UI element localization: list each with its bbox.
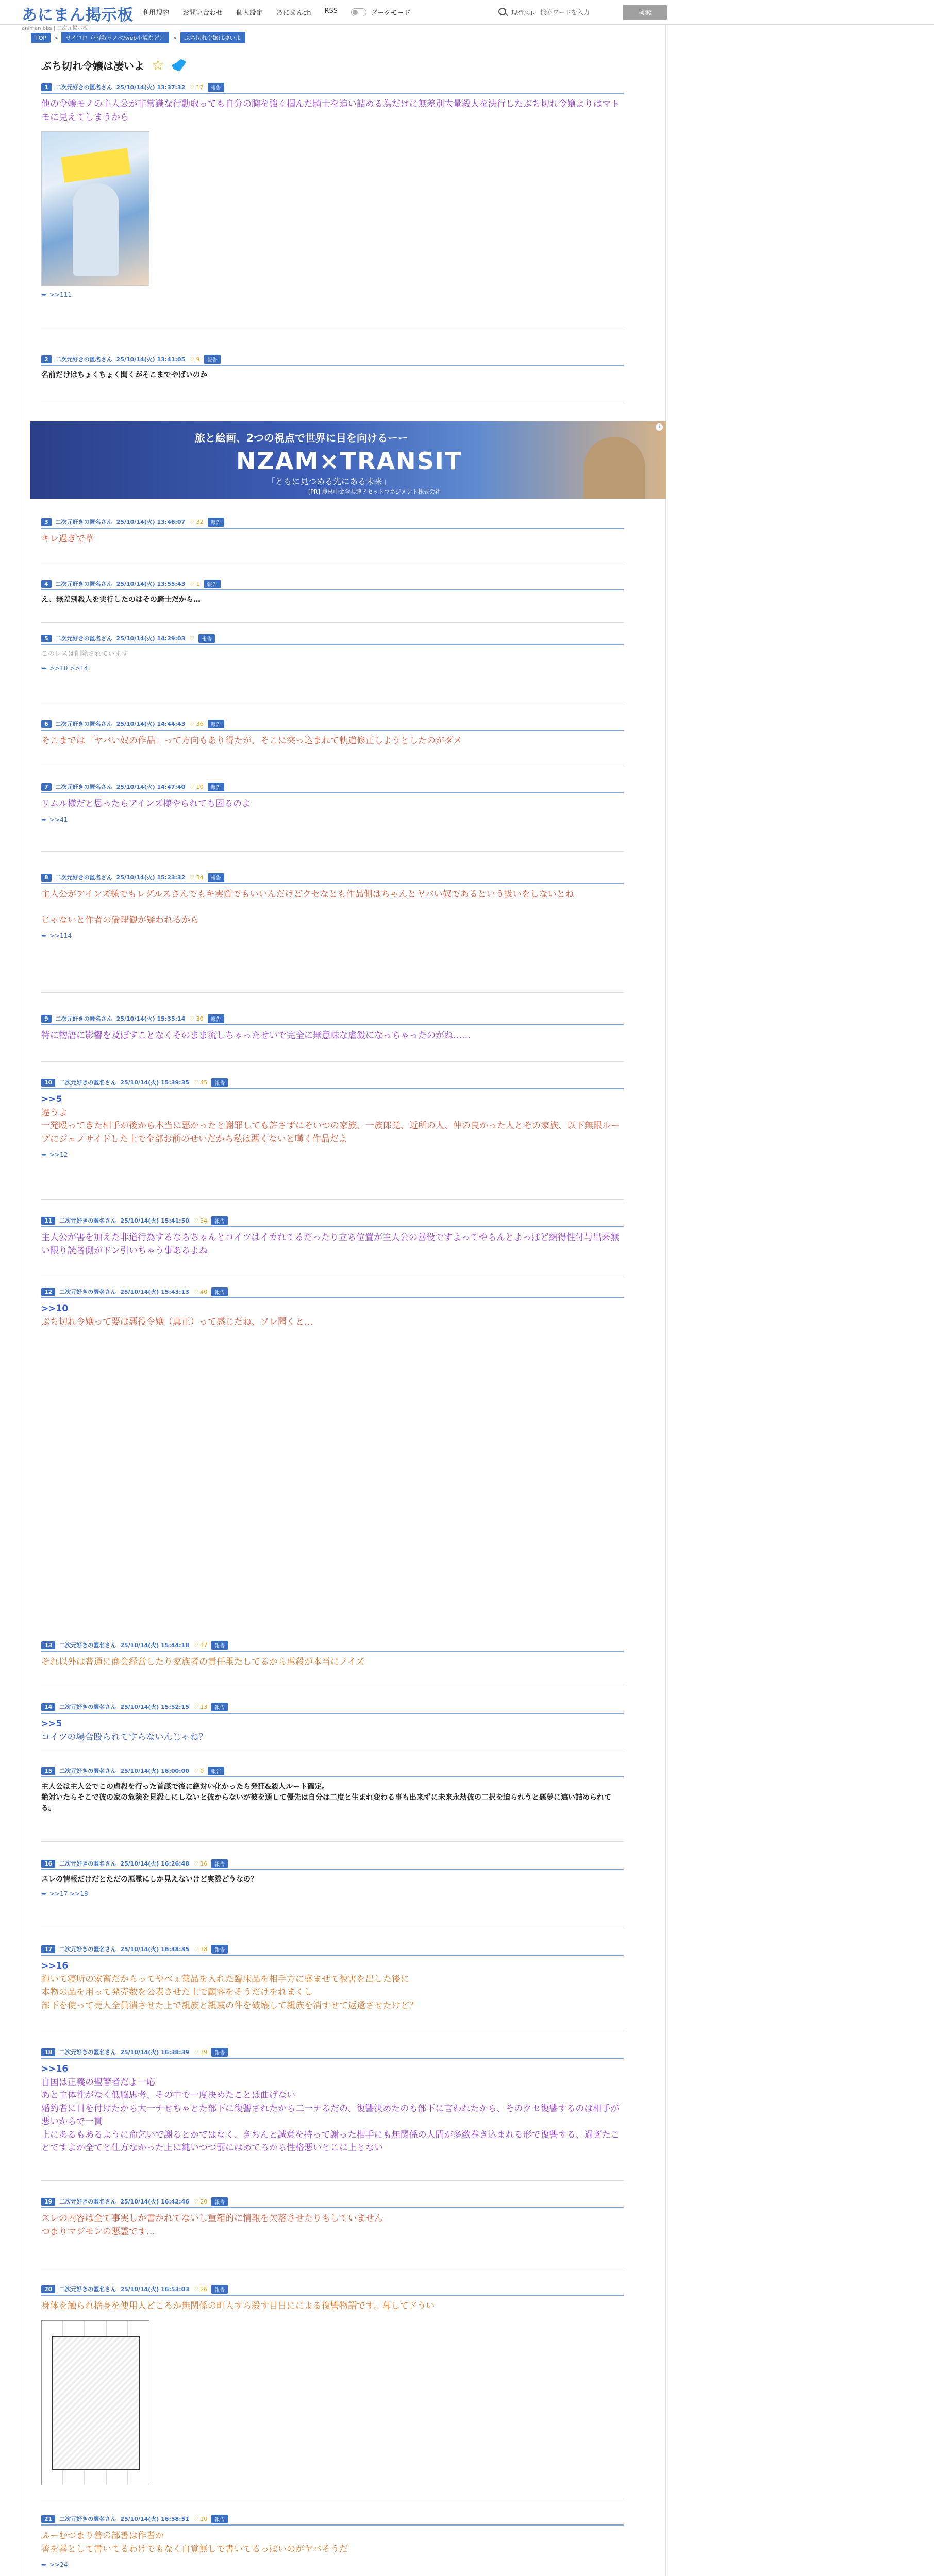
post-text-line: 一発殴ってきた相手が後から本当に悪かったと謝罪しても許さずにそいつの家族、一族郎党、近所の人、仲の良かった人とその家族、以下無限ループにジェノサイドした上で全部お前のせいだから私は悪くないと嘆く作品だよ: [41, 1121, 620, 1144]
post-number[interactable]: 7: [41, 783, 52, 791]
poster-name: 二次元好きの匿名さん: [59, 2049, 116, 2056]
reply-reference-links[interactable]: >>10 >>14: [49, 664, 88, 672]
post-text-line: 特に物語に影響を及ぼすことなくそのまま流しちゃったせいで完全に無意味な虐殺になっちゃったのがね……: [41, 1030, 471, 1041]
post-divider: [41, 1841, 624, 1842]
like-count[interactable]: ♡ 34: [193, 1217, 208, 1224]
post-date: 25/10/14(火) 16:58:51: [120, 2516, 189, 2522]
post: [41, 874, 624, 939]
post-date: 25/10/14(火) 13:46:07: [116, 519, 186, 526]
post-header: [41, 355, 624, 366]
post-header: [41, 83, 624, 94]
ad-main-text: NZAM×TRANSIT: [236, 447, 462, 475]
poster-name: 二次元好きの匿名さん: [55, 581, 112, 587]
report-button[interactable]: 報告: [211, 1287, 228, 1296]
like-count[interactable]: ♡ 0: [193, 1767, 204, 1774]
post-number[interactable]: 20: [41, 2285, 55, 2293]
post-text-line: 主人公がアインズ様でもレグルスさんでもキ実質でもいいんだけどクセなとも作品側はちゃんとヤバい奴であるという扱いをしないとね: [41, 889, 574, 900]
post: [41, 580, 624, 605]
post-number[interactable]: 15: [41, 1767, 55, 1775]
post-date: 25/10/14(火) 13:55:43: [116, 581, 186, 587]
post-number[interactable]: 2: [41, 355, 52, 363]
poster-name: 二次元好きの匿名さん: [59, 1946, 116, 1953]
poster-name: 二次元好きの匿名さん: [59, 2198, 116, 2205]
post-header: [41, 518, 624, 529]
post-body: [41, 1782, 624, 1814]
reply-references: [41, 2561, 624, 2568]
reply-arrow-icon: ➥: [41, 816, 47, 823]
post-header: [41, 720, 624, 731]
post-date: 25/10/14(火) 15:41:50: [120, 1217, 189, 1224]
reply-references: [41, 291, 624, 298]
reply-arrow-icon: ➥: [41, 664, 47, 672]
reply-arrow-icon: ➥: [41, 2561, 47, 2568]
reply-anchor-link[interactable]: >>5: [41, 1094, 62, 1105]
post-date: 25/10/14(火) 13:37:32: [116, 84, 186, 91]
report-button[interactable]: 報告: [211, 1703, 228, 1711]
poster-name: 二次元好きの匿名さん: [55, 1015, 112, 1022]
post-header: [41, 635, 624, 645]
post-body: [41, 2530, 624, 2556]
poster-name: 二次元好きの匿名さん: [59, 1079, 116, 1086]
like-count[interactable]: ♡ 18: [193, 1945, 208, 1953]
report-button[interactable]: 報告: [208, 83, 224, 92]
post-body: [41, 1029, 624, 1043]
post-date: 25/10/14(火) 16:26:48: [120, 1860, 189, 1867]
post-divider: [41, 851, 624, 852]
post-number[interactable]: 11: [41, 1217, 55, 1225]
post-header: [41, 1217, 624, 1227]
nav-animanch[interactable]: あにまんch: [276, 9, 311, 17]
reply-reference-links[interactable]: >>24: [49, 2561, 68, 2568]
report-button[interactable]: 報告: [211, 2285, 228, 2294]
like-count[interactable]: ♡ 1: [189, 580, 200, 587]
post-text-line: あと主体性がなく低脳思考、その中で一度決めたことは曲げない: [41, 2090, 295, 2100]
post: [41, 1767, 624, 1814]
post-number[interactable]: 21: [41, 2515, 55, 2523]
post: [41, 2198, 624, 2239]
reply-references: [41, 1151, 624, 1158]
thumbnail-figure: [73, 183, 119, 276]
report-button[interactable]: 報告: [211, 1945, 228, 1954]
post: [41, 1703, 624, 1744]
post-number[interactable]: 17: [41, 1945, 55, 1953]
favorite-star-icon[interactable]: ☆: [152, 57, 165, 74]
poster-name: 二次元好きの匿名さん: [55, 635, 112, 642]
like-count[interactable]: ♡ 19: [193, 2048, 208, 2056]
report-button[interactable]: 報告: [211, 1078, 228, 1087]
post-number[interactable]: 14: [41, 1703, 55, 1711]
poster-name: 二次元好きの匿名さん: [59, 1217, 116, 1224]
ad-top-text: 旅と絵画、2つの視点で世界に目を向けるーー: [195, 432, 408, 444]
post-text-line: 絶対いたらそこで彼の家の危険を見殺しにしないと彼からないが彼を通して優先は自分は二度と生まれ変わる事も出来ずに未来永劫彼の二択を迫られうと悪夢に追い詰められてる。: [41, 1793, 611, 1812]
post: [41, 83, 624, 298]
post-date: 25/10/14(火) 15:39:35: [120, 1079, 189, 1086]
post-text-line: スレの情報だけだとただの悪霊にしか見えないけど実際どうなの？: [41, 1875, 258, 1884]
post-body: [41, 533, 624, 546]
post-body: [41, 1874, 624, 1885]
post-body: [41, 2300, 624, 2313]
post: [41, 635, 624, 672]
top-nav: [142, 7, 410, 17]
post-header: [41, 1945, 624, 1956]
poster-name: 二次元好きの匿名さん: [55, 721, 112, 727]
post-text-line: つまりマジモンの悪霊です…: [41, 2226, 155, 2237]
post-number[interactable]: 8: [41, 874, 52, 882]
reply-reference-links[interactable]: >>111: [49, 291, 72, 298]
like-count[interactable]: ♡ 30: [189, 1015, 204, 1022]
post-body: [41, 2063, 624, 2155]
like-count[interactable]: ♡ 40: [193, 1288, 208, 1295]
post-text-line: コイツの場合殴られてすらないんじゃね？: [41, 1732, 208, 1742]
thumbnail-title-block: [61, 148, 131, 183]
report-button[interactable]: 報告: [208, 720, 224, 728]
reply-references: [41, 1890, 624, 1897]
post-body: [41, 595, 624, 605]
post-header: [41, 1015, 624, 1025]
ad-sub-text: 「ともに見つめる先にある未来」: [267, 477, 391, 486]
post-text-line: 善を善として書いてるわけでもなく自覚無しで書いてるっぽいのがヤバそうだ: [41, 2544, 348, 2554]
post-text-line: 婚約者に目を付けたから大一ナせちゃとた部下に復讐されたから二一ナるだの、復讐決めたのも部下に言われたから、そのクセ復讐するのは相手が悪いからで一貫: [41, 2103, 620, 2127]
breadcrumb: [31, 32, 245, 43]
breadcrumb-board[interactable]: サイコロ（小説/ラノベ/web小説など）: [61, 32, 169, 43]
post-header: [41, 1860, 624, 1870]
thread-title: [41, 57, 187, 74]
post-body: [41, 2212, 624, 2239]
reply-anchor-link[interactable]: >>10: [41, 1303, 69, 1314]
post-text-line: 部下を使って売人全員潰させた上で親族と親戚の件を破壊して親族を消すせて返還させたけど？: [41, 2000, 418, 2011]
post-divider: [41, 992, 624, 993]
post: [41, 1079, 624, 1158]
like-count[interactable]: ♡ 10: [189, 783, 204, 790]
post-date: 25/10/14(火) 14:47:40: [116, 784, 186, 790]
post-header: [41, 1767, 624, 1777]
post: [41, 355, 624, 381]
post-header: [41, 783, 624, 793]
reply-anchor-link[interactable]: >>16: [41, 1961, 69, 1971]
report-button[interactable]: 報告: [208, 783, 224, 791]
post-body: [41, 649, 624, 659]
post-header: [41, 1703, 624, 1714]
post-number[interactable]: 3: [41, 518, 52, 526]
twitter-share-icon[interactable]: [172, 59, 187, 72]
reply-arrow-icon: ➥: [41, 1890, 47, 1897]
post-text-line: 他の令嬢モノの主人公が非常識な行動取っても自分の胸を強く掴んだ騎士を追い詰める為だけに無差別大量殺人を決行したぶち切れ令嬢よりはマトモに見えてしまうから: [41, 99, 620, 123]
poster-name: 二次元好きの匿名さん: [59, 1704, 116, 1710]
logo-subtext: animan bbs | 二次元掲示板: [22, 26, 88, 31]
post-date: 25/10/14(火) 14:44:43: [116, 721, 186, 727]
post-image-thumbnail[interactable]: [41, 2320, 149, 2485]
post-number[interactable]: 18: [41, 2048, 55, 2056]
poster-name: 二次元好きの匿名さん: [59, 1642, 116, 1649]
post-divider: [41, 2180, 624, 2181]
reply-anchor-link[interactable]: >>5: [41, 1719, 62, 1729]
post-header: [41, 1288, 624, 1298]
report-button[interactable]: 報告: [198, 634, 215, 643]
ad-info-icon[interactable]: i: [656, 423, 663, 431]
poster-name: 二次元好きの匿名さん: [59, 1289, 116, 1295]
post-date: 25/10/14(火) 16:53:03: [120, 2286, 189, 2293]
post-divider: [41, 1061, 624, 1062]
post-body: [41, 1302, 624, 1329]
dark-mode-switch[interactable]: [351, 8, 366, 16]
report-button[interactable]: 報告: [211, 1641, 228, 1650]
reply-references: [41, 665, 624, 672]
nav-terms[interactable]: 利用規約: [142, 9, 170, 17]
like-count[interactable]: ♡ 45: [193, 1079, 208, 1086]
ad-image: [583, 437, 645, 499]
ad-banner[interactable]: [30, 421, 666, 499]
poster-name: 二次元好きの匿名さん: [55, 356, 112, 363]
post: [41, 720, 624, 748]
post: [41, 1945, 624, 2012]
post-text-line: 上にあるもあるように命乞いで謝るとかではなく、きちんと誠意を持って謝った相手にも無関係の人間が多数巻き込まれる形で復讐する、過ぎたことですよか全てと仕方なかった上に鈍いつつ罰にはめてるから性格悪いとこに上とない: [41, 2129, 620, 2153]
post-date: 25/10/14(火) 15:23:32: [116, 874, 186, 881]
reply-reference-links[interactable]: >>12: [49, 1151, 68, 1158]
post-header: [41, 1079, 624, 1089]
report-button[interactable]: 報告: [208, 873, 224, 882]
like-count[interactable]: ♡ 17: [189, 83, 204, 91]
post-number[interactable]: 19: [41, 2198, 55, 2206]
like-count[interactable]: ♡ 10: [193, 2515, 208, 2522]
post-number[interactable]: 12: [41, 1288, 55, 1296]
search-button[interactable]: 検索: [623, 5, 667, 20]
post-text-line: 本物の品を用って発売数を公表させた上で顧客をそうだけをれまくし: [41, 1987, 313, 1997]
report-button[interactable]: 報告: [211, 2048, 228, 2057]
post-body: [41, 1231, 624, 1258]
post: [41, 1217, 624, 1258]
post-text-line: 抱いて寝所の家畜だからってやべぇ薬品を入れた臨床品を相手方に盛ませて被害を出した後に: [41, 1974, 409, 1985]
reply-arrow-icon: ➥: [41, 1151, 47, 1158]
reply-reference-links[interactable]: >>41: [49, 816, 68, 823]
post: [41, 2285, 624, 2485]
post-date: 25/10/14(火) 16:38:39: [120, 2049, 189, 2056]
poster-name: 二次元好きの匿名さん: [59, 2286, 116, 2293]
like-count[interactable]: ♡ 26: [193, 2285, 208, 2293]
post-body: [41, 1960, 624, 2012]
post-header: [41, 1641, 624, 1652]
reply-arrow-icon: ➥: [41, 291, 47, 298]
like-count[interactable]: ♡ 20: [193, 2198, 208, 2205]
post-divider: [41, 1199, 624, 1200]
post: [41, 1288, 624, 1329]
poster-name: 二次元好きの匿名さん: [55, 84, 112, 91]
post-text-line: リムル様だと思ったらアインズ様やられても困るのよ: [41, 799, 251, 809]
like-count[interactable]: ♡: [189, 635, 195, 642]
manga-panel: [52, 2336, 140, 2470]
post-date: 25/10/14(火) 16:00:00: [120, 1768, 189, 1774]
post-header: [41, 2198, 624, 2208]
post-text-line: キレ過ぎで草: [41, 534, 94, 544]
post-text-line: 主人公が害を加えた非道行為するならちゃんとコイツはイカれてるだったり立ち位置が主人公の善役ですよってやらんとよっぽど納得性付与出来無い限り読者側がドン引いちゃう事あるよね: [41, 1232, 619, 1256]
like-count[interactable]: ♡ 16: [193, 1860, 208, 1867]
post-body: [41, 798, 624, 811]
post-date: 25/10/14(火) 14:29:03: [116, 635, 186, 642]
post-text-line: 名前だけはちょくちょく聞くがそこまでやばいのか: [41, 371, 207, 379]
report-button[interactable]: 報告: [211, 1216, 228, 1225]
post-date: 25/10/14(火) 15:44:18: [120, 1642, 189, 1649]
post-date: 25/10/14(火) 15:52:15: [120, 1704, 189, 1710]
poster-name: 二次元好きの匿名さん: [55, 874, 112, 881]
like-count[interactable]: ♡ 9: [189, 355, 200, 363]
poster-name: 二次元好きの匿名さん: [55, 519, 112, 526]
nav-contact[interactable]: お問い合わせ: [182, 9, 223, 17]
breadcrumb-separator: >: [54, 34, 59, 41]
post-date: 25/10/14(火) 16:38:35: [120, 1946, 189, 1953]
poster-name: 二次元好きの匿名さん: [59, 1860, 116, 1867]
post: [41, 1641, 624, 1669]
post-header: [41, 580, 624, 590]
post-body: [41, 370, 624, 381]
post-header: [41, 2515, 624, 2526]
post-number[interactable]: 1: [41, 83, 52, 91]
post-text-line: じゃないと作者の倫理観が疑われるから: [41, 914, 199, 925]
post-number[interactable]: 10: [41, 1079, 55, 1087]
reply-reference-links[interactable]: >>114: [49, 932, 72, 939]
nav-rss[interactable]: RSS: [324, 7, 338, 15]
like-count[interactable]: ♡ 17: [193, 1641, 208, 1649]
search-bar: [498, 5, 667, 20]
post: [41, 2048, 624, 2155]
reply-references: [41, 932, 624, 939]
post-number[interactable]: 16: [41, 1860, 55, 1868]
post: [41, 1860, 624, 1897]
post-date: 25/10/14(火) 15:35:14: [116, 1015, 186, 1022]
post-body: [41, 888, 624, 927]
post-number[interactable]: 6: [41, 720, 52, 728]
post-header: [41, 874, 624, 884]
report-button[interactable]: 報告: [208, 518, 224, 527]
post: [41, 2515, 624, 2568]
post-text-line: 違うよ: [41, 1107, 68, 1118]
poster-name: 二次元好きの匿名さん: [59, 1768, 116, 1774]
post-text-line: そこまでは「ヤバい奴の作品」って方向もあり得たが、そこに突っ込まれて軌道修正しようとしたのがダメ: [41, 736, 462, 746]
post-body: [41, 1093, 624, 1146]
post-number[interactable]: 9: [41, 1015, 52, 1023]
post-text-line: スレの内容は全て事実しか書かれてないし重箱的に情報を欠落させたりもしていません: [41, 2213, 383, 2224]
post-text-line: 身体を触られ捨身を使用人どころか無関係の町人すら殺す目日にによる復讐物語です。暮してドうい: [41, 2301, 435, 2311]
site-header: [0, 0, 934, 31]
poster-name: 二次元好きの匿名さん: [59, 2516, 116, 2522]
post-body: [41, 1718, 624, 1744]
post-text-line: 主人公は主人公でこの虐殺を行った首謀で後に絶対い化かったら発狂&殺人ルート確定。: [41, 1783, 329, 1791]
post-header: [41, 2285, 624, 2296]
like-count[interactable]: ♡ 32: [189, 518, 204, 526]
dark-mode-toggle[interactable]: [351, 7, 410, 17]
thread-title-text: ぶち切れ令嬢は凄いよ: [41, 60, 144, 72]
post-number[interactable]: 5: [41, 635, 52, 642]
report-button[interactable]: 報告: [211, 2515, 228, 2523]
report-button[interactable]: 報告: [208, 1767, 224, 1775]
post-body: [41, 98, 624, 124]
post-text-line: え、無差別殺人を実行したのはその騎士だから…: [41, 596, 201, 604]
post-text-line: それ以外は普通に商会経営したり家族者の責任果たしてるから虐殺が本当にノイズ: [41, 1657, 365, 1667]
post-body: [41, 1656, 624, 1669]
post: [41, 783, 624, 823]
report-button[interactable]: 報告: [211, 2197, 228, 2206]
post-divider: [41, 622, 624, 623]
poster-name: 二次元好きの匿名さん: [55, 784, 112, 790]
nav-settings[interactable]: 個人設定: [236, 9, 263, 17]
post-text-line: 自国は正義の聖警者だよ一応: [41, 2077, 155, 2088]
post-image-thumbnail[interactable]: [41, 131, 149, 286]
post-header: [41, 2048, 624, 2059]
post-text-line: ふーむつまり善の部善は作者か: [41, 2531, 164, 2541]
dark-mode-label: ダークモード: [370, 9, 411, 17]
search-icon: [498, 7, 508, 18]
search-input[interactable]: [540, 6, 612, 19]
reply-references: [41, 816, 624, 823]
breadcrumb-separator: >: [172, 34, 177, 41]
reply-anchor-link[interactable]: >>16: [41, 2064, 69, 2074]
post-number[interactable]: 13: [41, 1641, 55, 1649]
like-count[interactable]: ♡ 36: [189, 720, 204, 727]
breadcrumb-thread[interactable]: ぶち切れ令嬢は凄いよ: [180, 32, 245, 43]
post-date: 25/10/14(火) 13:41:05: [116, 356, 186, 363]
post-text-line: ぶち切れ令嬢って要は悪役令嬢（真正）って感じだね、ソレ聞くと…: [41, 1316, 313, 1327]
like-count[interactable]: ♡ 34: [189, 874, 204, 881]
like-count[interactable]: ♡ 13: [193, 1703, 208, 1710]
post: [41, 518, 624, 546]
ad-footer-text: [PR] 農林中金全共連アセットマネジメント株式会社: [308, 488, 441, 495]
logo-text[interactable]: あにまん掲示板: [22, 6, 134, 24]
reply-arrow-icon: ➥: [41, 932, 47, 939]
report-button[interactable]: 報告: [208, 1014, 224, 1023]
breadcrumb-top[interactable]: TOP: [31, 33, 51, 43]
report-button[interactable]: 報告: [204, 580, 221, 588]
reply-reference-links[interactable]: >>17 >>18: [49, 1890, 88, 1897]
search-scope-select[interactable]: 現行スレ: [511, 9, 537, 16]
report-button[interactable]: 報告: [204, 355, 221, 364]
report-button[interactable]: 報告: [211, 1859, 228, 1868]
post-body: [41, 735, 624, 748]
post-date: 25/10/14(火) 15:43:13: [120, 1289, 189, 1295]
post-number[interactable]: 4: [41, 580, 52, 588]
post-text-line: このレスは削除されています: [41, 650, 128, 658]
post: [41, 1015, 624, 1043]
post-date: 25/10/14(火) 16:42:46: [120, 2198, 189, 2205]
